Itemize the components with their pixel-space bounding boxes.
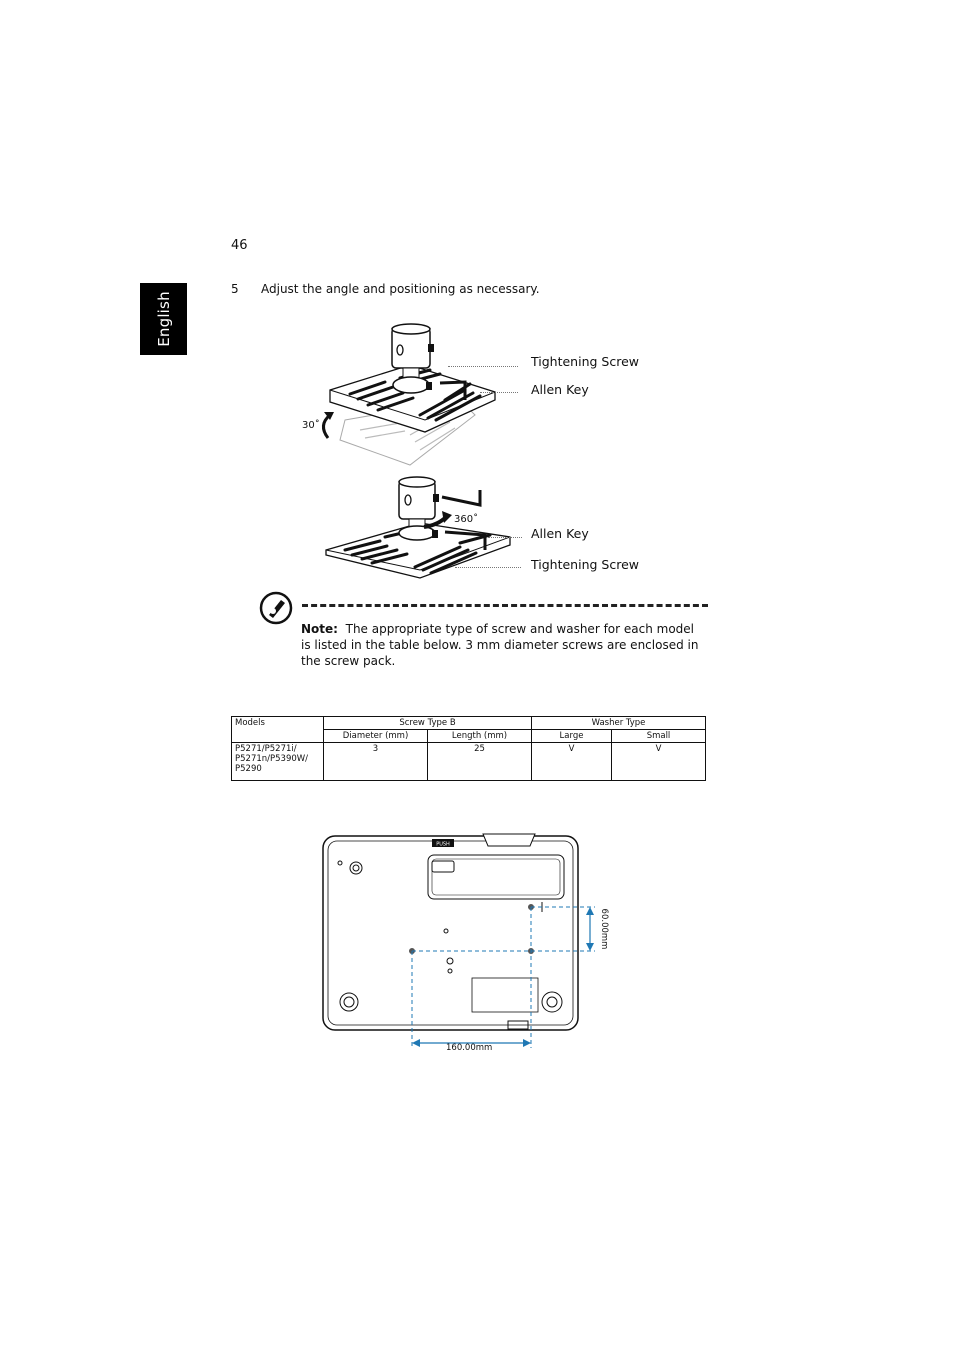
- step-number: 5: [231, 282, 239, 296]
- header-models: Models: [232, 717, 324, 743]
- tilt-angle-label: 30˚: [302, 420, 320, 431]
- note-label: Note:: [301, 622, 338, 636]
- mount-rotate-illustration: [320, 475, 520, 585]
- cell-length: 25: [428, 743, 532, 781]
- cell-models: P5271/P5271i/ P5271n/P5390W/ P5290: [232, 743, 324, 781]
- leader-line: [480, 392, 518, 393]
- callout-allen-key: Allen Key: [531, 382, 589, 397]
- page-number: 46: [231, 238, 248, 253]
- cell-small: V: [612, 743, 706, 781]
- side-tab-label: English: [154, 291, 173, 347]
- note-icon: [259, 591, 293, 625]
- note-body: [301, 621, 706, 669]
- callout-allen-key: Allen Key: [531, 526, 589, 541]
- callout-tightening-screw: Tightening Screw: [531, 557, 639, 572]
- table-row: [232, 743, 706, 781]
- projector-bottom-illustration: [320, 830, 620, 1060]
- note-divider: [302, 604, 708, 607]
- screw-spec-table: [231, 716, 706, 781]
- cell-large: V: [532, 743, 612, 781]
- dimension-horizontal-label: 160.00mm: [446, 1043, 493, 1053]
- subheader-length: Length (mm): [428, 730, 532, 743]
- subheader-diameter: Diameter (mm): [324, 730, 428, 743]
- table-header-row: [232, 717, 706, 730]
- dimension-vertical-label: 60.00mm: [599, 908, 609, 950]
- push-label: PUSH: [436, 841, 450, 848]
- subheader-small: Small: [612, 730, 706, 743]
- leader-line: [448, 366, 518, 367]
- note-text: The appropriate type of screw and washer for each model is listed in the table below. 3 mm diameter screws are enclosed in the screw pack.: [301, 622, 699, 668]
- cell-diameter: 3: [324, 743, 428, 781]
- language-side-tab: [140, 283, 187, 355]
- leader-line: [488, 537, 522, 538]
- step-text: Adjust the angle and positioning as necessary.: [261, 282, 540, 296]
- leader-line: [455, 567, 521, 568]
- rotate-angle-label: 360˚: [454, 514, 479, 525]
- subheader-large: Large: [532, 730, 612, 743]
- header-screw-type: Screw Type B: [324, 717, 532, 730]
- callout-tightening-screw: Tightening Screw: [531, 354, 639, 369]
- mount-tilt-illustration: [290, 320, 510, 470]
- header-washer-type: Washer Type: [532, 717, 706, 730]
